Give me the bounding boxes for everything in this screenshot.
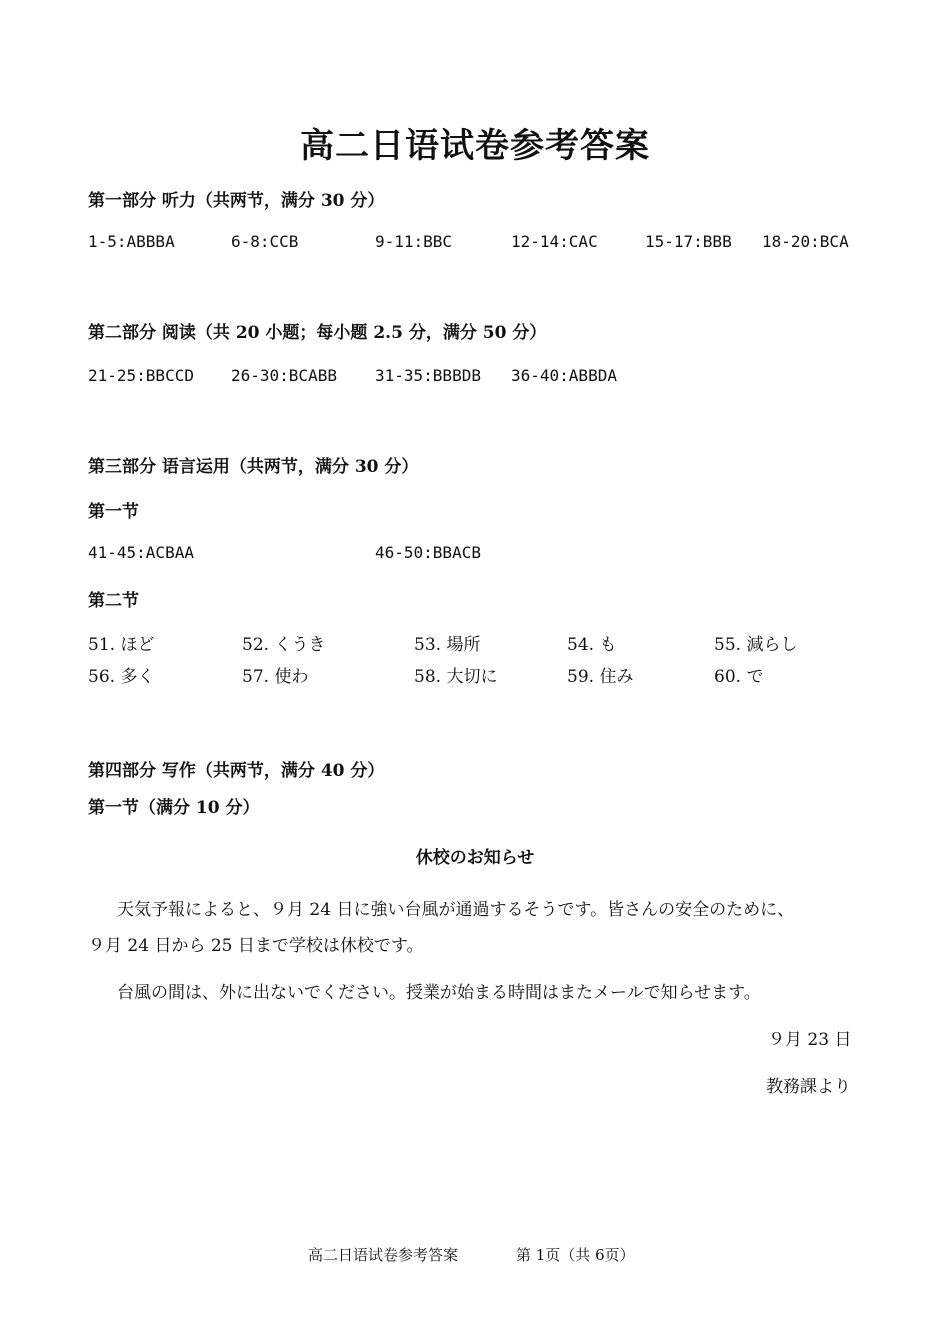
- answer-group: 15-17:BBB: [645, 232, 732, 251]
- answer-item: 53. 場所: [414, 635, 481, 655]
- answer-group: 41-45:ACBAA: [88, 543, 194, 562]
- part3-section1-label: 第一节: [88, 502, 139, 522]
- notice-paragraph-2: 台風の間は、外に出ないでください。授業が始まる時間はまたメールで知らせます。: [117, 983, 761, 1003]
- part1-heading: 第一部分 听力（共两节，满分 30 分）: [88, 191, 385, 211]
- answer-group: 1-5:ABBBA: [88, 232, 175, 251]
- part4-section1-label: 第一节（满分 10 分）: [88, 798, 260, 818]
- answer-group: 31-35:BBBDB: [375, 366, 481, 385]
- footer-title: 高二日语试卷参考答案: [308, 1246, 459, 1264]
- answer-group: 6-8:CCB: [231, 232, 299, 251]
- answer-item: 51. ほど: [88, 635, 155, 655]
- answer-group: 36-40:ABBDA: [511, 366, 617, 385]
- answer-item: 55. 減らし: [714, 635, 798, 655]
- answer-group: 21-25:BBCCD: [88, 366, 194, 385]
- footer-page-number: 第 1页（共 6页）: [516, 1246, 635, 1264]
- part3-heading: 第三部分 语言运用（共两节，满分 30 分）: [88, 457, 419, 477]
- answer-item: 52. くうき: [242, 635, 326, 655]
- notice-date: ９月 23 日: [768, 1030, 852, 1050]
- answer-item: 57. 使わ: [242, 667, 309, 687]
- answer-item: 58. 大切に: [414, 667, 498, 687]
- part2-heading: 第二部分 阅读（共 20 小题；每小题 2.5 分，满分 50 分）: [88, 323, 547, 343]
- answer-group: 46-50:BBACB: [375, 543, 481, 562]
- page-title: 高二日语试卷参考答案: [300, 126, 650, 166]
- notice-paragraph-1-line-2: ９月 24 日から 25 日まで学校は休校です。: [88, 936, 424, 956]
- answer-item: 56. 多く: [88, 667, 155, 687]
- answer-group: 12-14:CAC: [511, 232, 598, 251]
- notice-title: 休校のお知らせ: [415, 848, 535, 868]
- answer-item: 54. も: [567, 635, 617, 655]
- notice-paragraph-1-line-1: 天気予報によると、９月 24 日に強い台風が通過するそうです。皆さんの安全のために、: [117, 900, 795, 920]
- answer-item: 60. で: [714, 667, 764, 687]
- part4-heading: 第四部分 写作（共两节，满分 40 分）: [88, 761, 385, 781]
- answer-group: 18-20:BCA: [762, 232, 849, 251]
- answer-item: 59. 住み: [567, 667, 634, 687]
- notice-sender: 教務課より: [766, 1077, 851, 1097]
- answer-group: 9-11:BBC: [375, 232, 453, 251]
- answer-group: 26-30:BCABB: [231, 366, 337, 385]
- part3-section2-label: 第二节: [88, 591, 139, 611]
